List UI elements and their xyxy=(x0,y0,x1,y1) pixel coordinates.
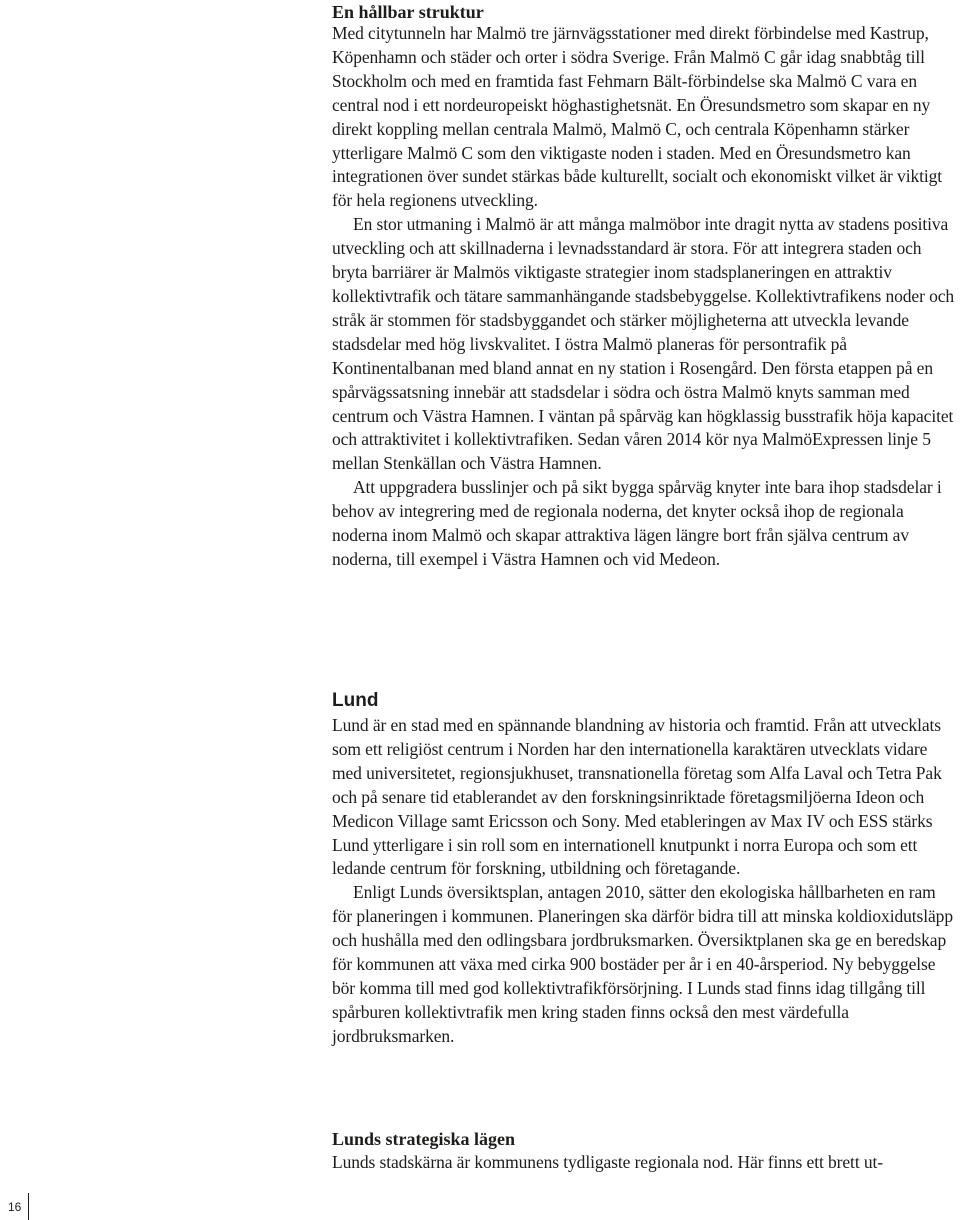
paragraph: Enligt Lunds översiktsplan, antagen 2010, sätter den ekologiska hållbarheten en ram för planeringen i kommunen. Planeringen ska därför bidra till att minska koldioxidutsläpp och hushålla med den odlingsbara jordbruksmarken. Översiktplanen ska ge en beredskap för kommunen att växa med cirka 900 bostäder per år i en 40-årsperiod. Ny bebyggelse bör komma till med god kollektivtrafikförsörjning. I Lunds stad finns idag tillgång till spårburen kollektivtrafik men kring staden finns också den mest värdefulla jordbruksmarken. xyxy=(332,882,953,1046)
paragraph: Lund är en stad med en spännande blandning av historia och framtid. Från att utvecklats som ett religiöst centrum i Norden har den internationella karaktären utvecklats vidare med universitetet, regionsjukhuset, transnationella företag som Alfa Laval och Tetra Pak och på senare tid etablerandet av den forskningsinriktade företagsmiljöerna Ideon och Medicon Village samt Ericsson och Sony. Med etableringen av Max IV och ESS stärks Lund ytterligare i sin roll som en internationell knutpunkt i norra Europa och som ett ledande centrum för forskning, utbildning och företagande. xyxy=(332,715,942,879)
section-heading-lund: Lund xyxy=(332,690,379,711)
section-heading-lunds-strategiska-lagen: Lunds strategiska lägen xyxy=(332,1129,516,1149)
page-number: 16 xyxy=(8,1200,22,1214)
paragraph: Med citytunneln har Malmö tre järnvägsstationer med direkt förbindelse med Kastrup, Köpenhamn och städer och orter i södra Sverige. Från Malmö C går idag snabbtåg till Stockholm och med en framtida fast Fehmarn Bält-förbindelse ska Malmö C vara en central nod i ett nordeuropeiskt höghastighetsnät. En Öresundsmetro som skapar en ny direkt koppling mellan centrala Malmö, Malmö C, och centrala Köpenhamn stärker ytterligare Malmö C som den viktigaste noden i staden. Med en Öresundsmetro kan integrationen över sundet stärkas både kulturellt, socialt och ekonomiskt vilket är viktigt för hela regionens utveckling. xyxy=(332,23,943,211)
section-body-lunds-strategiska-lagen xyxy=(332,1151,956,1175)
paragraph: Lunds stadskärna är kommunens tydligaste regionala nod. Här finns ett brett ut- xyxy=(332,1152,883,1172)
margin-rule xyxy=(28,1193,29,1220)
section-body-lund xyxy=(332,714,956,1049)
paragraph: En stor utmaning i Malmö är att många malmöbor inte dragit nytta av stadens positiva utveckling och att skillnaderna i levnadsstandard är stora. För att integrera staden och bryta barriärer är Malmös viktigaste strategier inom stadsplaneringen en attraktiv kollektivtrafik och tätare sammanhängande stadsbebyggelse. Kollektivtrafikens noder och stråk är stommen för stadsbyggandet och stärker möjligheterna att utveckla levande stadsdelar med hög livskvalitet. I östra Malmö planeras för persontrafik på Kontinentalbanan med bland annat en ny station i Rosengård. Den första etappen på en spårvägssatsning innebär att stadsdelar i södra och östra Malmö knyts samman med centrum och Västra Hamnen. I väntan på spårväg kan högklassig busstrafik höja kapacitet och attraktivitet i kollektivtrafiken. Sedan våren 2014 kör nya MalmöExpressen linje 5 mellan Stenkällan och Västra Hamnen. xyxy=(332,214,955,474)
section-heading-hallbar-struktur: En hållbar struktur xyxy=(332,2,484,22)
section-body-hallbar-struktur xyxy=(332,22,956,572)
paragraph: Att uppgradera busslinjer och på sikt bygga spårväg knyter inte bara ihop stadsdelar i behov av integrering med de regionala noderna, det knyter också ihop de regionala noderna inom Malmö och skapar attraktiva lägen längre bort från själva centrum av noderna, till exempel i Västra Hamnen och vid Medeon. xyxy=(332,477,942,569)
